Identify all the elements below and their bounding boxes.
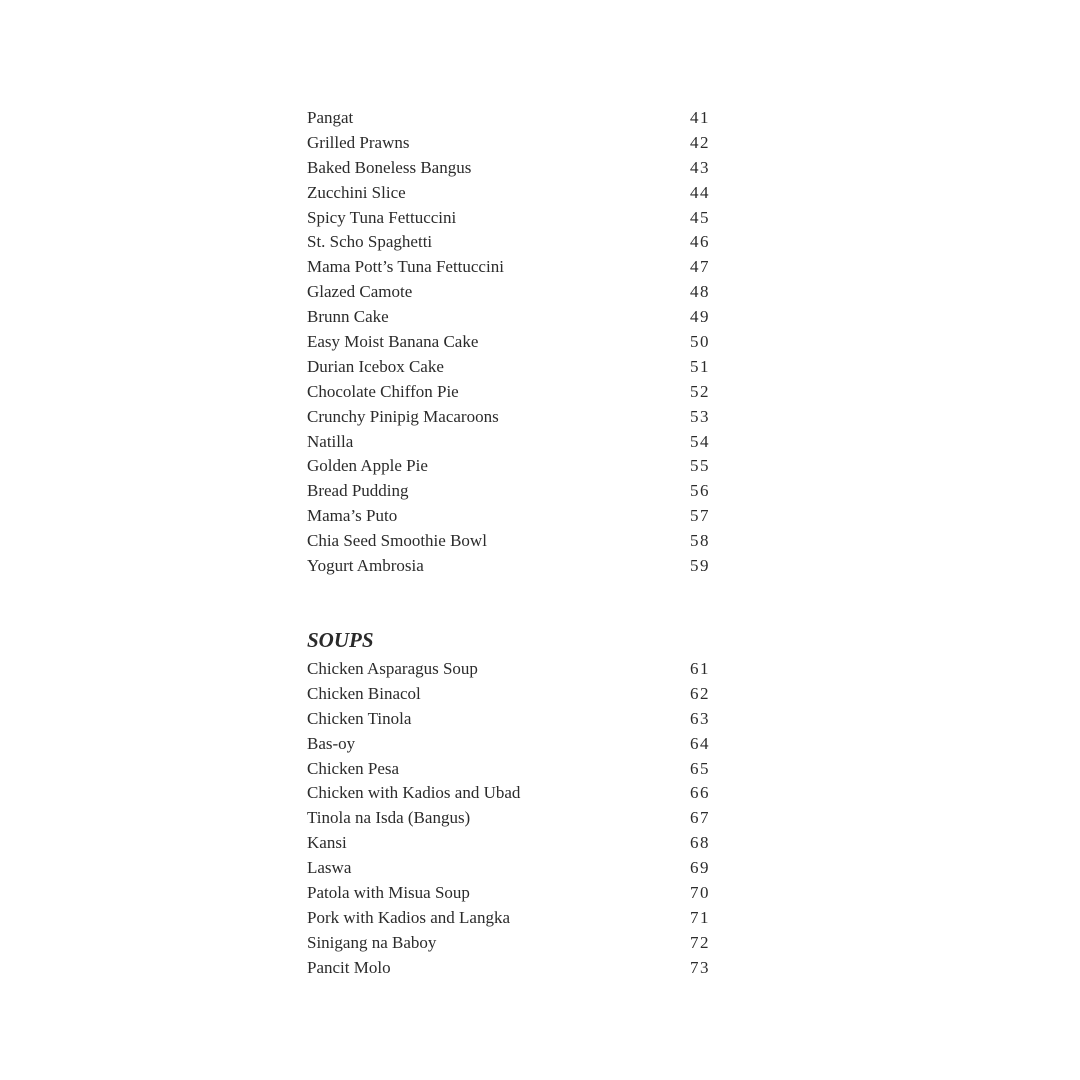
toc-entry bbox=[307, 206, 710, 231]
entry-title: Mama Pott’s Tuna Fettuccini bbox=[307, 257, 504, 277]
entry-page-number: 53 bbox=[690, 406, 710, 426]
toc-entry bbox=[307, 732, 710, 757]
toc-entry bbox=[307, 305, 710, 330]
toc-entry bbox=[307, 430, 710, 455]
entry-title: Mama’s Puto bbox=[307, 506, 398, 526]
toc-entry bbox=[307, 504, 710, 529]
entry-title: Chicken Pesa bbox=[307, 758, 400, 778]
entry-page-number: 52 bbox=[690, 381, 710, 401]
toc-entry bbox=[307, 479, 710, 504]
toc-entry bbox=[307, 454, 710, 479]
toc-main-list bbox=[307, 106, 710, 579]
toc-entry bbox=[307, 131, 710, 156]
entry-page-number: 61 bbox=[690, 659, 710, 678]
entry-page-number: 67 bbox=[690, 808, 710, 828]
entry-page-number: 59 bbox=[690, 556, 710, 576]
entry-page-number: 43 bbox=[690, 157, 710, 177]
entry-title: Easy Moist Banana Cake bbox=[307, 332, 479, 352]
entry-title: Pancit Molo bbox=[307, 957, 391, 977]
toc-entry bbox=[307, 906, 710, 931]
toc-main-section bbox=[307, 106, 710, 579]
entry-title: Chicken with Kadios and Ubad bbox=[307, 783, 521, 803]
entry-page-number: 64 bbox=[690, 733, 710, 753]
toc-entry bbox=[307, 931, 710, 956]
entry-page-number: 56 bbox=[690, 481, 710, 501]
toc-entry bbox=[307, 405, 710, 430]
toc-entry bbox=[307, 856, 710, 881]
toc-soups-list bbox=[307, 657, 710, 981]
entry-page-number: 49 bbox=[690, 307, 710, 327]
entry-title: Bread Pudding bbox=[307, 481, 409, 501]
entry-page-number: 63 bbox=[690, 708, 710, 728]
entry-title: Kansi bbox=[307, 833, 347, 853]
toc-entry bbox=[307, 657, 710, 682]
entry-title: St. Scho Spaghetti bbox=[307, 232, 433, 252]
entry-page-number: 58 bbox=[690, 531, 710, 551]
toc-entry bbox=[307, 330, 710, 355]
toc-entry bbox=[307, 156, 710, 181]
entry-title: Brunn Cake bbox=[307, 307, 389, 327]
entry-page-number: 42 bbox=[690, 132, 710, 152]
entry-title: Chicken Binacol bbox=[307, 683, 421, 703]
entry-title: Yogurt Ambrosia bbox=[307, 556, 424, 576]
toc-entry bbox=[307, 529, 710, 554]
entry-page-number: 68 bbox=[690, 833, 710, 853]
entry-page-number: 73 bbox=[690, 957, 710, 977]
toc-entry bbox=[307, 280, 710, 305]
toc-entry bbox=[307, 881, 710, 906]
entry-title: Patola with Misua Soup bbox=[307, 883, 470, 903]
entry-title: Glazed Camote bbox=[307, 282, 413, 302]
toc-entry bbox=[307, 106, 710, 131]
section-heading-soups: SOUPS bbox=[307, 628, 374, 652]
entry-page-number: 69 bbox=[690, 858, 710, 878]
toc-entry bbox=[307, 806, 710, 831]
entry-title: Laswa bbox=[307, 858, 352, 878]
entry-title: Zucchini Slice bbox=[307, 182, 406, 202]
entry-page-number: 46 bbox=[690, 232, 710, 252]
toc-soups-section bbox=[307, 623, 710, 981]
entry-page-number: 54 bbox=[690, 431, 710, 451]
toc-entry bbox=[307, 707, 710, 732]
entry-title: Golden Apple Pie bbox=[307, 456, 428, 476]
entry-page-number: 41 bbox=[690, 108, 710, 127]
entry-page-number: 66 bbox=[690, 783, 710, 803]
entry-title: Tinola na Isda (Bangus) bbox=[307, 808, 471, 828]
entry-page-number: 55 bbox=[690, 456, 710, 476]
entry-title: Chicken Asparagus Soup bbox=[307, 659, 478, 678]
entry-title: Bas-oy bbox=[307, 733, 356, 753]
entry-page-number: 70 bbox=[690, 883, 710, 903]
entry-title: Pangat bbox=[307, 108, 354, 127]
toc-entry bbox=[307, 757, 710, 782]
entry-page-number: 51 bbox=[690, 356, 710, 376]
entry-title: Durian Icebox Cake bbox=[307, 356, 444, 376]
entry-page-number: 72 bbox=[690, 932, 710, 952]
entry-page-number: 45 bbox=[690, 207, 710, 227]
toc-entry bbox=[307, 956, 710, 981]
entry-page-number: 65 bbox=[690, 758, 710, 778]
entry-title: Spicy Tuna Fettuccini bbox=[307, 207, 457, 227]
entry-title: Pork with Kadios and Langka bbox=[307, 907, 511, 927]
entry-title: Chicken Tinola bbox=[307, 708, 412, 728]
entry-title: Grilled Prawns bbox=[307, 132, 410, 152]
toc-entry bbox=[307, 355, 710, 380]
entry-page-number: 50 bbox=[690, 332, 710, 352]
toc-entry bbox=[307, 255, 710, 280]
entry-page-number: 44 bbox=[690, 182, 710, 202]
toc-entry bbox=[307, 682, 710, 707]
entry-title: Chocolate Chiffon Pie bbox=[307, 381, 459, 401]
entry-title: Sinigang na Baboy bbox=[307, 932, 437, 952]
toc-entry bbox=[307, 554, 710, 579]
toc-entry bbox=[307, 781, 710, 806]
toc-entry bbox=[307, 230, 710, 255]
entry-title: Chia Seed Smoothie Bowl bbox=[307, 531, 487, 551]
entry-page-number: 57 bbox=[690, 506, 710, 526]
entry-title: Natilla bbox=[307, 431, 354, 451]
toc-entry bbox=[307, 181, 710, 206]
entry-page-number: 62 bbox=[690, 683, 710, 703]
toc-entry bbox=[307, 380, 710, 405]
entry-page-number: 48 bbox=[690, 282, 710, 302]
entry-title: Crunchy Pinipig Macaroons bbox=[307, 406, 499, 426]
entry-page-number: 47 bbox=[690, 257, 710, 277]
entry-title: Baked Boneless Bangus bbox=[307, 157, 472, 177]
entry-page-number: 71 bbox=[690, 907, 710, 927]
toc-entry bbox=[307, 831, 710, 856]
